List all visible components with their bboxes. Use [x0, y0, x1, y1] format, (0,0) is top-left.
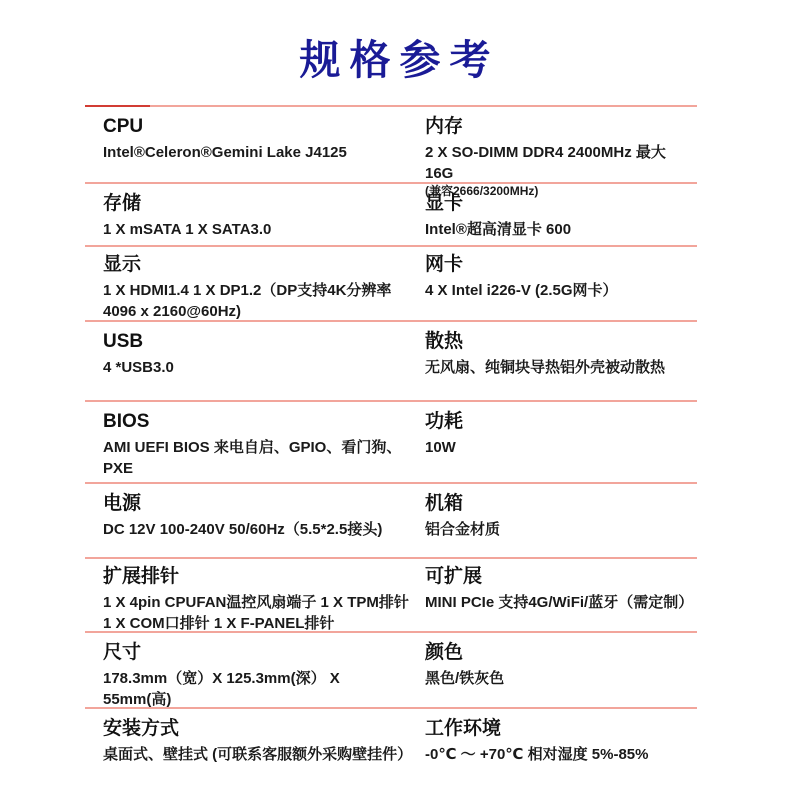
spec-value: -0℃ ～ +70℃ 相对湿度 5%-85%	[425, 746, 649, 763]
spec-value: 10W	[425, 439, 456, 456]
spec-row-mounting-environment	[85, 709, 697, 790]
spec-cell-lan	[425, 247, 697, 301]
spec-heading: 尺寸	[103, 642, 142, 663]
spec-value: 无风扇、纯铜块导热铝外壳被动散热	[425, 359, 666, 376]
spec-cell-power-draw	[425, 402, 697, 458]
spec-value: 4 X Intel i226-V (2.5G网卡）	[425, 282, 618, 299]
spec-value: 4 *USB3.0	[103, 359, 174, 376]
spec-heading: 安装方式	[103, 718, 180, 739]
spec-heading: 电源	[103, 493, 142, 514]
spec-cell-headers	[85, 559, 425, 634]
spec-value: AMI UEFI BIOS 来电自启、GPIO、看门狗、PXE	[103, 439, 402, 477]
spec-cell-display	[85, 247, 425, 322]
spec-value: 1 X HDMI1.4 1 X DP1.2（DP支持4K分辨率	[103, 282, 392, 299]
spec-cell-cpu	[85, 107, 425, 163]
spec-heading: 显卡	[425, 193, 464, 214]
spec-value: DC 12V 100-240V 50/60Hz（5.5*2.5接头)	[103, 521, 383, 538]
spec-cell-case	[425, 484, 697, 540]
spec-cell-bios	[85, 402, 425, 479]
spec-table	[85, 105, 697, 790]
spec-heading: 网卡	[425, 254, 464, 275]
spec-cell-color	[425, 633, 697, 689]
spec-heading: 内存	[425, 116, 464, 137]
spec-cell-mounting	[85, 709, 425, 765]
spec-row-size-color	[85, 633, 697, 707]
spec-value-note: (兼容2666/3200MHz)	[425, 184, 539, 198]
spec-cell-expansion	[425, 559, 697, 613]
spec-value: 1 X 4pin CPUFAN温控风扇端子 1 X TPM排针	[103, 594, 409, 611]
spec-value: 178.3mm（宽）X 125.3mm(深） X 55mm(高)	[103, 670, 340, 708]
spec-value: 2 X SO-DIMM DDR4 2400MHz 最大16G	[425, 144, 666, 182]
spec-heading: 可扩展	[425, 566, 483, 587]
spec-value: 4096 x 2160@60Hz)	[103, 303, 242, 320]
spec-heading: USB	[103, 331, 144, 352]
spec-value: 铝合金材质	[425, 521, 501, 538]
spec-value: 1 X mSATA 1 X SATA3.0	[103, 221, 272, 238]
spec-heading: 散热	[425, 331, 464, 352]
spec-row-cpu-memory	[85, 107, 697, 198]
spec-row-storage-gpu	[85, 184, 697, 245]
spec-value: Intel®超高清显卡 600	[425, 221, 572, 238]
spec-heading: 扩展排针	[103, 566, 180, 587]
spec-value: 1 X COM口排针 1 X F-PANEL排针	[103, 615, 335, 632]
spec-cell-psu	[85, 484, 425, 540]
spec-heading: 功耗	[425, 411, 464, 432]
spec-cell-cooling	[425, 322, 697, 378]
spec-cell-storage	[85, 184, 425, 240]
spec-heading: 颜色	[425, 642, 464, 663]
spec-cell-gpu	[425, 184, 697, 240]
spec-row-bios-power-draw	[85, 402, 697, 482]
spec-row-psu-case	[85, 484, 697, 557]
spec-heading: BIOS	[103, 411, 150, 432]
spec-value: Intel®Celeron®Gemini Lake J4125	[103, 144, 347, 161]
spec-cell-environment	[425, 709, 697, 765]
spec-heading: CPU	[103, 116, 144, 137]
spec-heading: 机箱	[425, 493, 464, 514]
spec-cell-usb	[85, 322, 425, 378]
spec-row-usb-cooling	[85, 322, 697, 400]
spec-heading: 存储	[103, 193, 142, 214]
spec-row-display-lan	[85, 247, 697, 320]
spec-value: MINI PCIe 支持4G/WiFi/蓝牙（需定制）	[425, 594, 694, 611]
spec-value: 桌面式、壁挂式 (可联系客服额外采购壁挂件）	[103, 746, 413, 763]
spec-value: 黑色/铁灰色	[425, 670, 505, 687]
spec-heading: 显示	[103, 254, 142, 275]
spec-row-headers-expansion	[85, 559, 697, 631]
spec-heading: 工作环境	[425, 718, 502, 739]
page-title: 规格参考	[299, 37, 500, 83]
spec-cell-size	[85, 633, 425, 710]
